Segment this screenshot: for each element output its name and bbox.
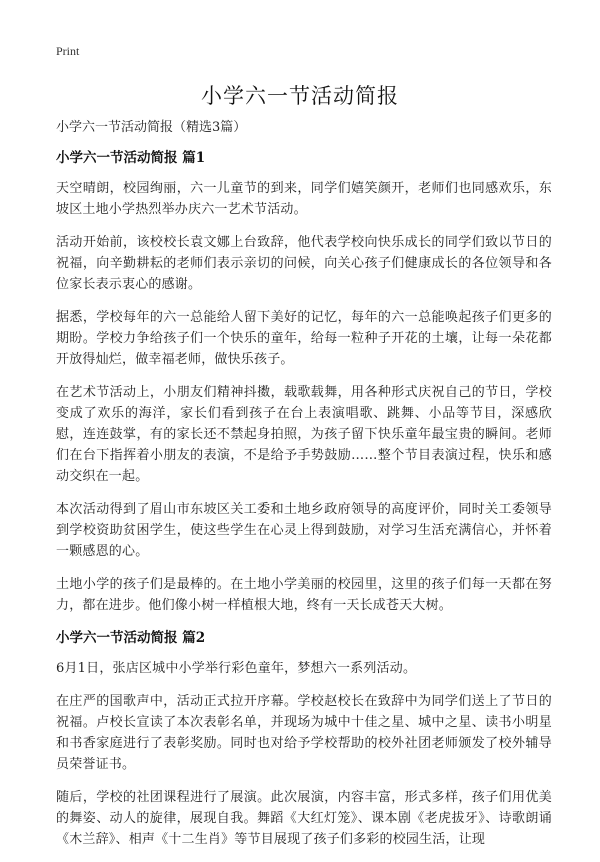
document-subtitle: 小学六一节活动简报（精选3篇） <box>56 120 247 135</box>
paragraph: 据悉，学校每年的六一总能给人留下美好的记忆，每年的六一总能唤起孩子们更多的期盼。学校力争给孩子们一个快乐的童年，给每一粒种子开花的土壤，让每一朵花都开放得灿烂，做幸福老师，做快乐孩子。 <box>56 310 552 367</box>
section-heading: 小学六一节活动简报 篇1 <box>56 150 206 166</box>
paragraph: 在庄严的国歌声中，活动正式拉开序幕。学校赵校长在致辞中为同学们送上了节日的祝福。卢校长宣读了本次表彰名单，并现场为城中十佳之星、城中之星、读书小明星和书香家庭进行了表彰奖励。同时也对给予学校帮助的校外社团老师颁发了校外辅导员荣誉证书。 <box>56 694 552 772</box>
paragraph: 在艺术节活动上，小朋友们精神抖擞，载歌载舞，用各种形式庆祝自己的节日，学校变成了欢乐的海洋，家长们看到孩子在台上表演唱歌、跳舞、小品等节目，深感欣慰，连连鼓掌，有的家长还不禁起身拍照，为孩子留下快乐童年最宝贵的瞬间。老师们在台下指挥着小朋友的表演，不是给予手势鼓励……整个节目表演过程，快乐和感动交织在一起。 <box>56 385 552 484</box>
paragraph: 天空晴朗，校园绚丽，六一儿童节的到来，同学们嬉笑颜开，老师们也同感欢乐，东坡区土地小学热烈举办庆六一艺术节活动。 <box>56 181 552 217</box>
paragraph: 6月1日，张店区城中小学举行彩色童年，梦想六一系列活动。 <box>56 661 417 676</box>
document-body <box>56 118 552 862</box>
paragraph: 土地小学的孩子们是最棒的。在土地小学美丽的校园里，这里的孩子们每一天都在努力，都在进步。他们像小树一样植根大地，终有一天长成苍天大树。 <box>56 577 552 613</box>
paragraph: 本次活动得到了眉山市东坡区关工委和土地乡政府领导的高度评价，同时关工委领导到学校资助贫困学生，使这些学生在心灵上得到鼓励，对学习生活充满信心，并怀着一颗感恩的心。 <box>56 502 552 559</box>
print-link[interactable]: Print <box>56 44 80 58</box>
section-2 <box>56 628 552 850</box>
page-title: 小学六一节活动简报 <box>201 84 399 108</box>
paragraph: 随后，学校的社团课程进行了展演。此次展演，内容丰富，形式多样，孩子们用优美的舞姿、动人的旋律，展现自我。舞蹈《大红灯笼》、课本剧《老虎拔牙》、诗歌朗诵《木兰辞》、相声《十二生肖》等节目展现了孩子们多彩的校园生活，让现 <box>56 790 552 847</box>
section-1 <box>56 148 552 616</box>
section-heading: 小学六一节活动简报 篇2 <box>56 630 206 646</box>
paragraph: 活动开始前，该校校长袁文娜上台致辞，他代表学校向快乐成长的同学们致以节日的祝福，向辛勤耕耘的老师们表示亲切的问候，向关心孩子们健康成长的各位领导和各位家长表示衷心的感谢。 <box>56 235 552 292</box>
